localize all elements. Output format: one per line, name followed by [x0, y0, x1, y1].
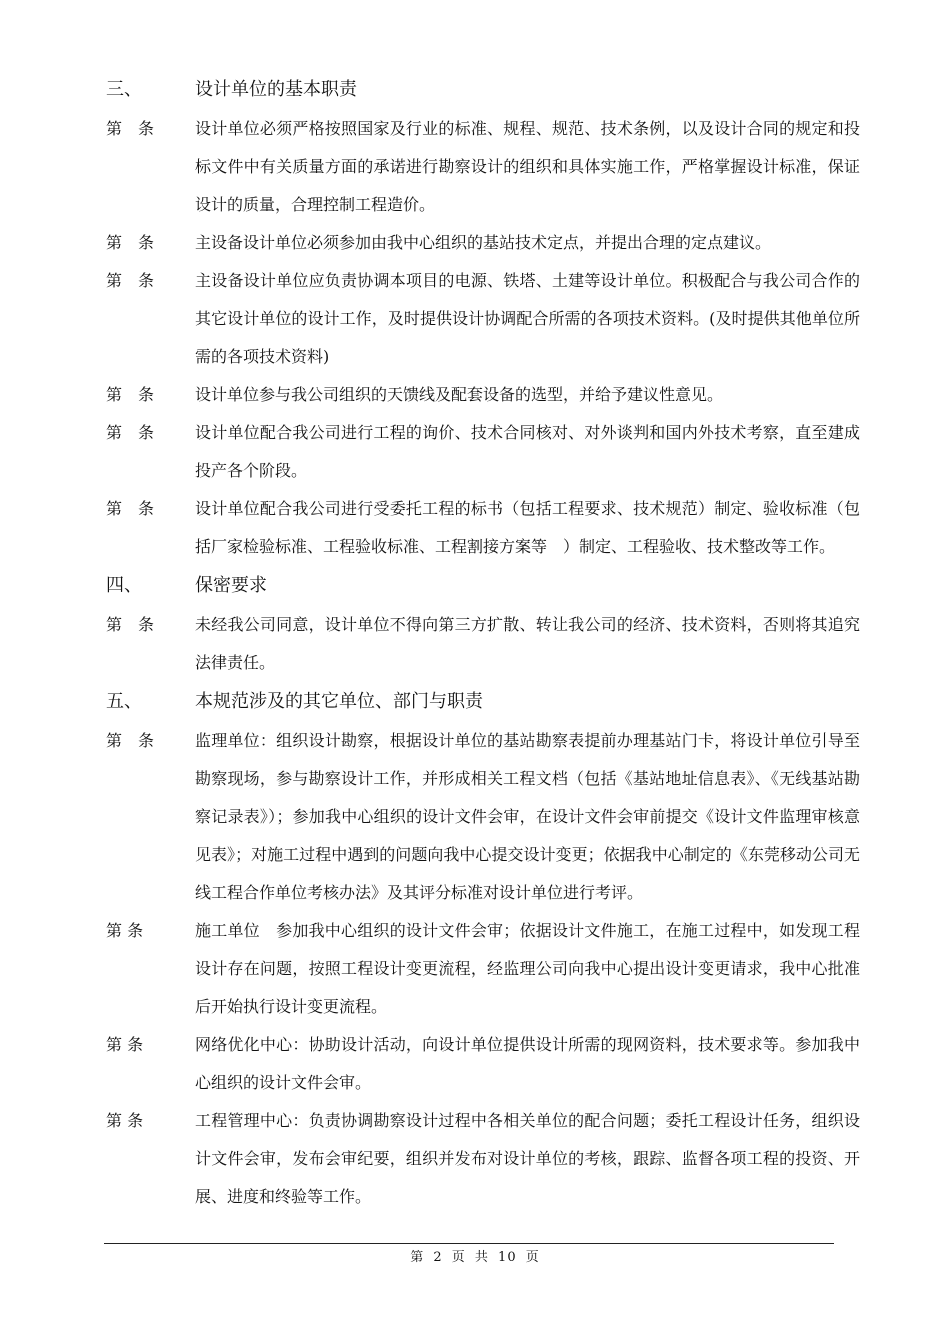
section-number: 四、 [106, 575, 142, 596]
document-body [0, 70, 950, 1216]
clause-text: 设计单位配合我公司进行工程的询价、技术合同核对、对外谈判和国内外技术考察，直至建成投产各个阶段。 [195, 423, 860, 480]
clause-text: 未经我公司同意，设计单位不得向第三方扩散、转让我公司的经济、技术资料，否则将其追究法律责任。 [195, 615, 860, 672]
clause-text: 设计单位配合我公司进行受委托工程的标书（包括工程要求、技术规范）制定、验收标准（包括厂家检验标准、工程验收标准、工程割接方案等 ）制定、工程验收、技术整改等工作。 [195, 499, 860, 556]
clause-label: 第 条 [106, 423, 155, 442]
clause-label: 第 条 [106, 1035, 144, 1054]
section-heading [0, 566, 950, 606]
clause-label: 第 条 [106, 385, 155, 404]
section-heading [0, 70, 950, 110]
section-number: 五、 [106, 691, 142, 712]
clause [0, 1102, 950, 1216]
clause-label: 第 条 [106, 233, 155, 252]
clause [0, 722, 950, 912]
clause [0, 414, 950, 490]
clause-label: 第 条 [106, 731, 155, 750]
clause [0, 912, 950, 1026]
clause-text: 网络优化中心：协助设计活动，向设计单位提供设计所需的现网资料，技术要求等。参加我中心组织的设计文件会审。 [195, 1035, 860, 1092]
section-title: 保密要求 [195, 575, 267, 596]
clause-text: 主设备设计单位必须参加由我中心组织的基站技术定点，并提出合理的定点建议。 [195, 233, 772, 252]
clause-text: 监理单位：组织设计勘察，根据设计单位的基站勘察表提前办理基站门卡，将设计单位引导至勘察现场，参与勘察设计工作，并形成相关工程文档（包括《基站地址信息表》、《无线基站勘察记录表》）；参加我中心组织的设计文件会审，在设计文件会审前提交《设计文件监理审核意见表》；对施工过程中遇到的问题向我中心提交设计变更；依据我中心制定的《东莞移动公司无线工程合作单位考核办法》及其评分标准对设计单位进行考评。 [195, 731, 860, 902]
clause [0, 262, 950, 376]
clause-label: 第 条 [106, 1111, 144, 1130]
section-number: 三、 [106, 79, 142, 100]
clause-text: 主设备设计单位应负责协调本项目的电源、铁塔、土建等设计单位。积极配合与我公司合作的其它设计单位的设计工作，及时提供设计协调配合所需的各项技术资料。(及时提供其他单位所需的各项技术资料) [195, 271, 860, 366]
clause-text: 工程管理中心：负责协调勘察设计过程中各相关单位的配合问题；委托工程设计任务，组织设计文件会审，发布会审纪要，组织并发布对设计单位的考核，跟踪、监督各项工程的投资、开展、进度和终验等工作。 [195, 1111, 860, 1206]
footer-divider [104, 1243, 834, 1244]
clause [0, 110, 950, 224]
clause-label: 第 条 [106, 921, 144, 940]
clause [0, 224, 950, 262]
section-heading [0, 682, 950, 722]
clause-label: 第 条 [106, 499, 155, 518]
clause-text: 设计单位参与我公司组织的天馈线及配套设备的选型，并给予建议性意见。 [195, 385, 724, 404]
clause [0, 1026, 950, 1102]
section-title: 本规范涉及的其它单位、部门与职责 [195, 691, 483, 712]
clause [0, 376, 950, 414]
clause-label: 第 条 [106, 271, 155, 290]
clause [0, 490, 950, 566]
clause-text: 施工单位 参加我中心组织的设计文件会审；依据设计文件施工，在施工过程中，如发现工程设计存在问题，按照工程设计变更流程，经监理公司向我中心提出设计变更请求，我中心批准后开始执行设计变更流程。 [195, 921, 860, 1016]
section-title: 设计单位的基本职责 [195, 79, 357, 100]
clause-label: 第 条 [106, 119, 155, 138]
clause [0, 606, 950, 682]
page-number: 第 2 页 共 10 页 [410, 1250, 540, 1265]
clause-text: 设计单位必须严格按照国家及行业的标准、规程、规范、技术条例，以及设计合同的规定和投标文件中有关质量方面的承诺进行勘察设计的组织和具体实施工作，严格掌握设计标准，保证设计的质量，合理控制工程造价。 [195, 119, 860, 214]
clause-label: 第 条 [106, 615, 155, 634]
